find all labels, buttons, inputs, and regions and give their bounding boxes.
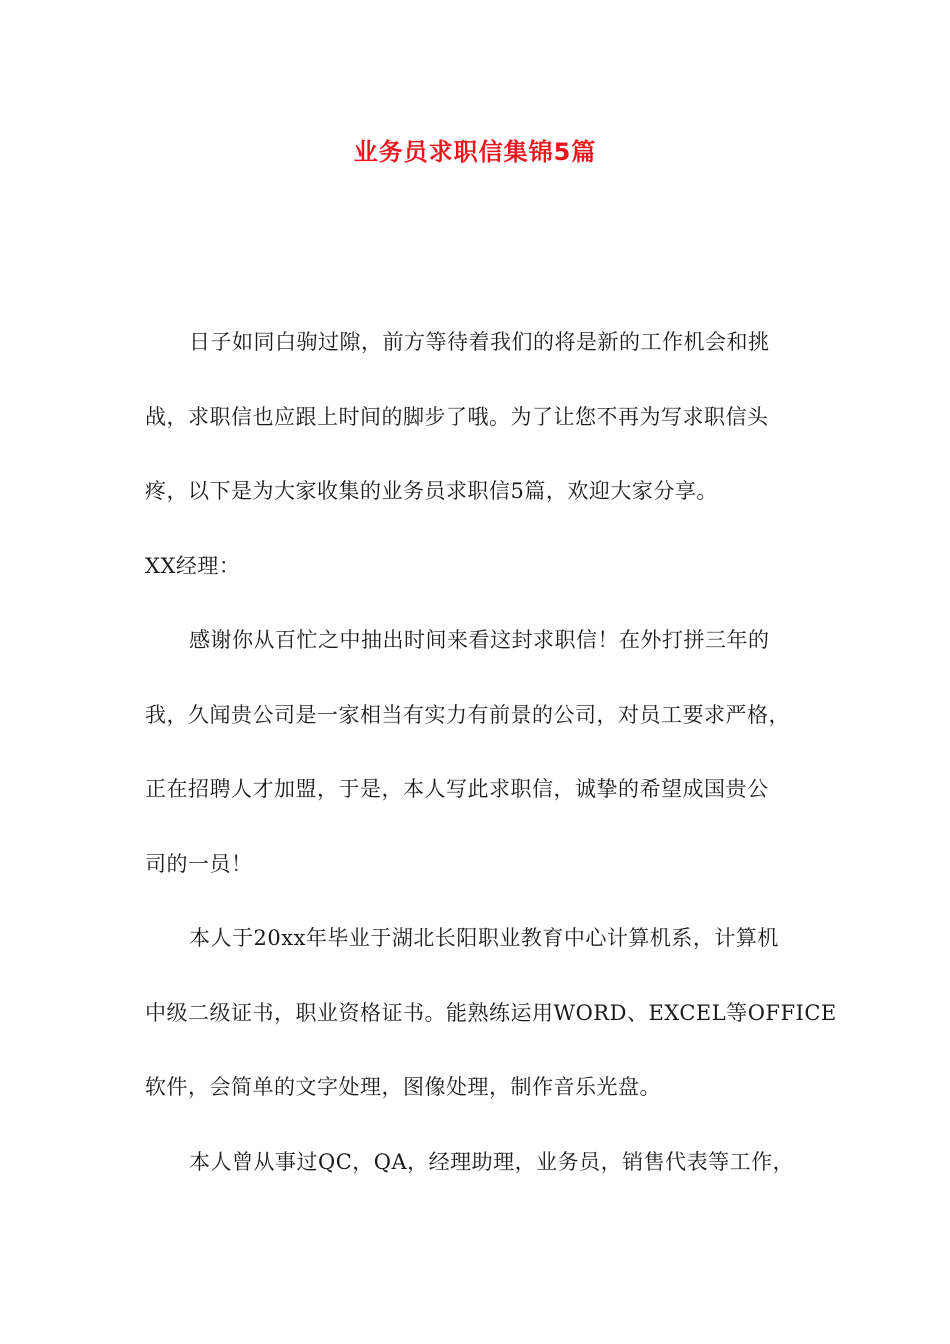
body-line: 我，久闻贵公司是一家相当有实力有前景的公司，对员工要求严格， [145,702,790,727]
body-line: 疼，以下是为大家收集的业务员求职信5篇，欢迎大家分享。 [145,479,718,503]
body-line: 战，求职信也应跟上时间的脚步了哦。为了让您不再为写求职信头 [145,404,769,429]
document-title: 业务员求职信集锦5篇 [353,138,597,166]
body-line: 本人于20xx年毕业于湖北长阳职业教育中心计算机系，计算机 [189,926,779,950]
body-line: 本人曾从事过QC，QA，经理助理，业务员，销售代表等工作， [189,1149,795,1174]
body-line: 中级二级证书，职业资格证书。能熟练运用WORD、EXCEL等OFFICE [145,1000,837,1025]
body-line: 感谢你从百忙之中抽出时间来看这封求职信！在外打拼三年的 [189,628,770,652]
body-line: 日子如同白驹过隙，前方等待着我们的将是新的工作机会和挑 [189,330,770,354]
salutation-line: XX经理： [145,553,241,578]
body-line: 正在招聘人才加盟，于是，本人写此求职信，诚挚的希望成国贵公 [145,777,769,801]
body-line: 司的一员！ [145,851,253,876]
body-line: 软件，会简单的文字处理，图像处理，制作音乐光盘。 [145,1075,661,1099]
document-body [145,322,837,1216]
